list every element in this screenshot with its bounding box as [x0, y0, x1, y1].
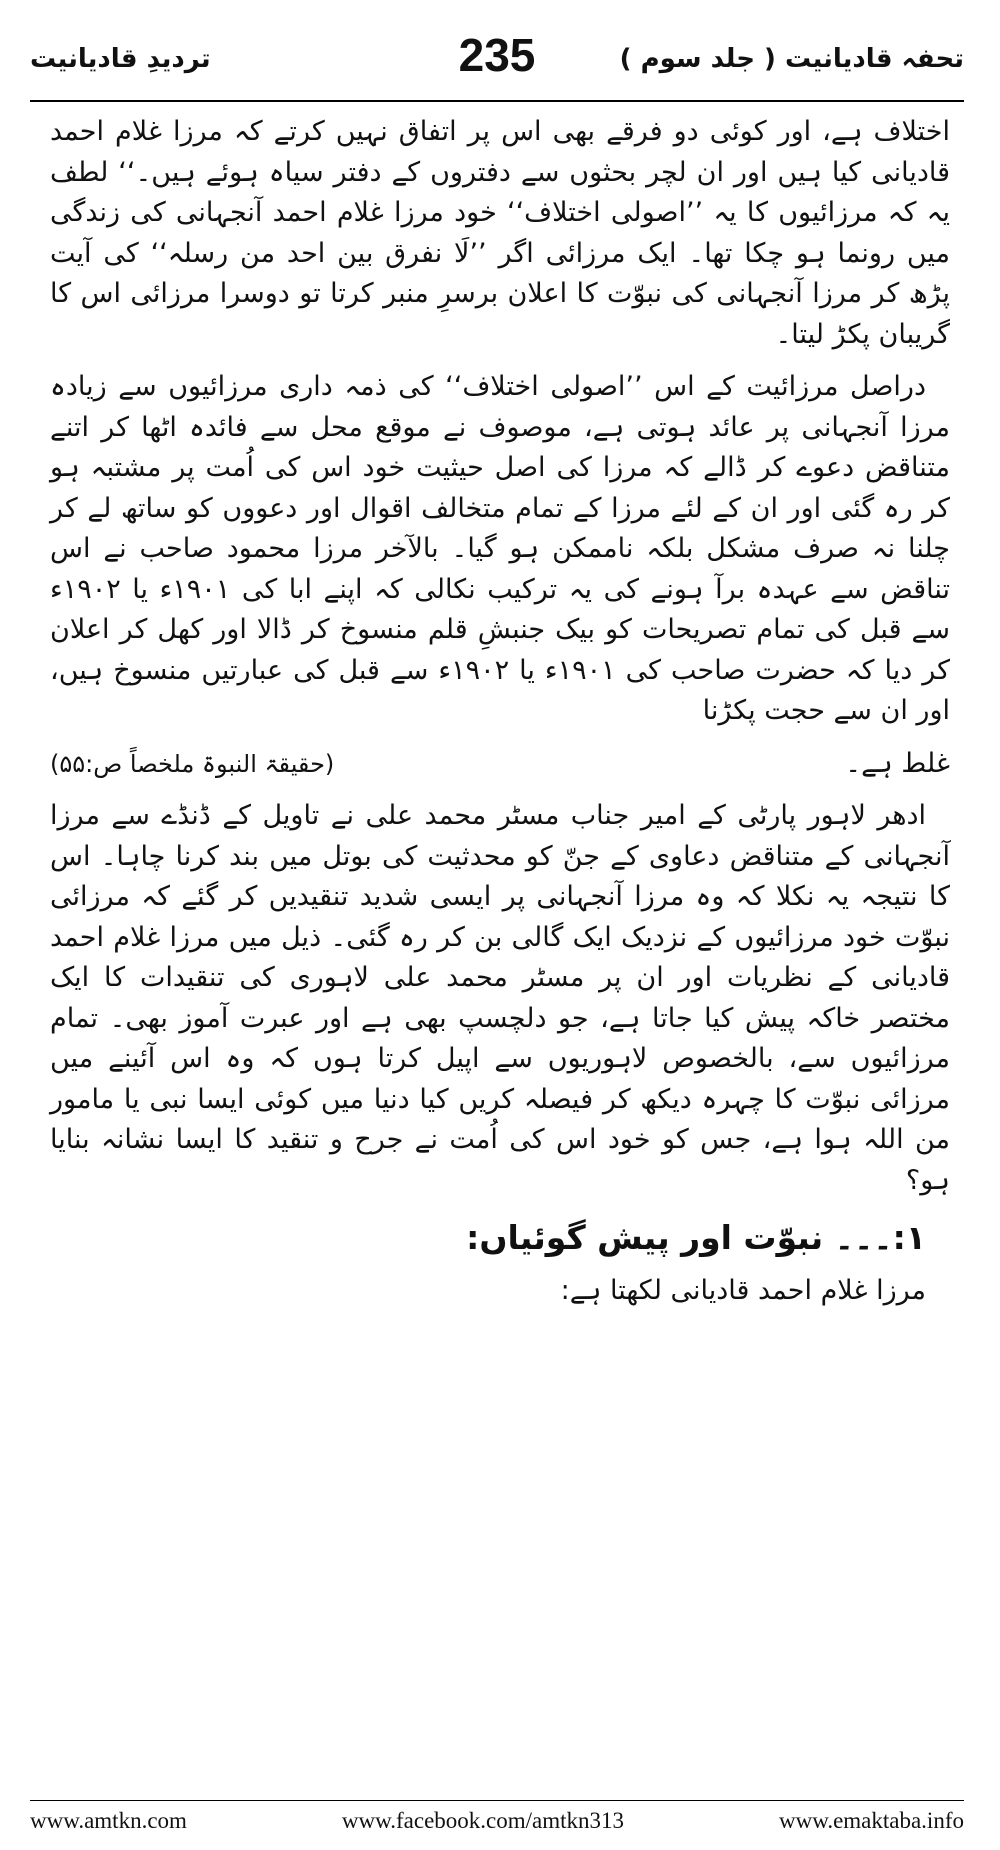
paragraph-2-ending	[50, 744, 950, 785]
footer-link-facebook[interactable]: www.facebook.com/amtkn313	[341, 1808, 625, 1833]
page-number: 235	[458, 29, 536, 81]
page-body	[50, 112, 950, 1311]
footer-link-amtkn[interactable]: www.amtkn.com	[30, 1808, 187, 1833]
book-title: تحفہ قادیانیت ( جلد سوم )	[619, 44, 964, 74]
page-header	[30, 28, 964, 98]
section-title: تردیدِ قادیانیت	[30, 44, 211, 74]
footer-link-emaktaba[interactable]: www.emaktaba.info	[778, 1808, 964, 1833]
paragraph-2-tail: غلط ہے۔	[845, 747, 950, 779]
paragraph-2: دراصل مرزائیت کے اس ’’اصولی اختلاف‘‘ کی ذمہ داری مرزائیوں سے زیادہ مرزا آنجہانی پر عائد ہوتی ہے، موصوف نے موقع محل سے فائدہ اٹھا کر اتنے متناقض دعوے کر ڈالے کہ مرزا کی اصل حیثیت خود اس کی اُمت پر مشتبہ ہو کر رہ گئی اور ان کے لئے مرزا کے تمام متخالف اقوال اور دعووں کو ساتھ لے کر چلنا نہ صرف مشکل بلکہ ناممکن ہو گیا۔ بالآخر مرزا محمود صاحب نے اس تناقض سے عہدہ برآ ہونے کی یہ ترکیب نکالی کہ اپنے ابا کی ۱۹۰۱ء یا ۱۹۰۲ء سے قبل کی تمام تصریحات کو بیک جنبشِ قلم منسوخ کر ڈالا اور کھل کر اعلان کر دیا کہ حضرت صاحب کی ۱۹۰۱ء یا ۱۹۰۲ء سے قبل کی عبارتیں منسوخ ہیں، اور ان سے حجت پکڑنا	[50, 371, 950, 726]
header-divider	[30, 100, 964, 102]
quote-intro: مرزا غلام احمد قادیانی لکھتا ہے:	[560, 1274, 926, 1306]
citation: (حقیقۃ النبوۃ ملخصاً ص:۵۵)	[50, 749, 335, 778]
page-footer	[30, 1808, 964, 1834]
paragraph-1: اختلاف ہے، اور کوئی دو فرقے بھی اس پر اتفاق نہیں کرتے کہ مرزا غلام احمد قادیانی کیا ہیں اور ان لچر بحثوں سے دفتروں کے دفتر سیاہ ہوئے ہیں۔‘‘ لطف یہ کہ مرزائیوں کا یہ ’’اصولی اختلاف‘‘ خود مرزا غلام احمد آنجہانی کی زندگی میں رونما ہو چکا تھا۔ ایک مرزائی اگر ’’لَا نفرق بین احد من رسلہ‘‘ کی آیت پڑھ کر مرزا آنجہانی کی نبوّت کا اعلان برسرِ منبر کرتا تو دوسرا مرزائی اس کا گریبان پکڑ لیتا۔	[50, 116, 950, 350]
paragraph-3: ادھر لاہور پارٹی کے امیر جناب مسٹر محمد علی نے تاویل کے ڈنڈے سے مرزا آنجہانی کے متناقض دعاوی کے جنّ کو محدثیت کی بوتل میں بند کرنا چاہا۔ اس کا نتیجہ یہ نکلا کہ وہ مرزا آنجہانی پر ایسی شدید تنقیدیں کر گئے کہ مرزائی نبوّت خود مرزائیوں کے نزدیک ایک گالی بن کر رہ گئی۔ ذیل میں مرزا غلام احمد قادیانی کے نظریات اور ان پر مسٹر محمد علی لاہوری کی تنقیدات کا ایک مختصر خاکہ پیش کیا جاتا ہے، جو دلچسپ بھی ہے اور عبرت آموز بھی۔ تمام مرزائیوں سے، بالخصوص لاہوریوں سے اپیل کرتا ہوں کہ وہ اس آئینے میں مرزائی نبوّت کا چہرہ دیکھ کر فیصلہ کریں کیا دنیا میں کوئی ایسا نبی یا مامور من اللہ ہوا ہے، جس کو خود اس کی اُمت نے جرح و تنقید کا ایسا نشانہ بنایا ہو؟	[50, 800, 950, 1196]
section-heading: ۱:۔۔۔ نبوّت اور پیش گوئیاں:	[466, 1218, 926, 1257]
footer-divider	[30, 1800, 964, 1801]
